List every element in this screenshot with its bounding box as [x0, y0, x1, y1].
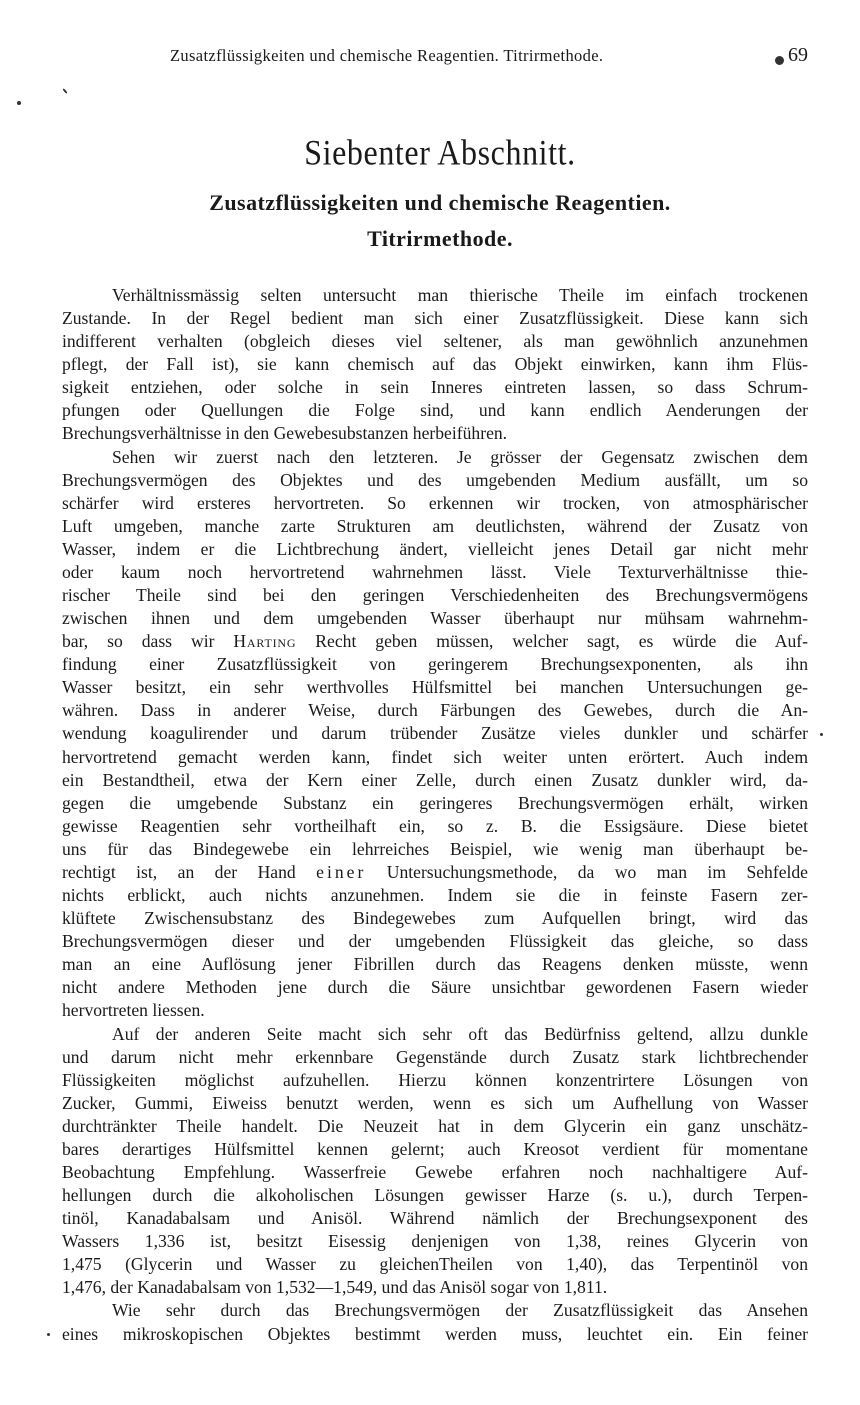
text-line: pflegt, der Fall ist), sie kann chemisch auf das Objekt einwirken, kann ihm Flüs- — [62, 354, 808, 375]
text-line: sigkeit entziehen, oder solche in sein Inneres eintreten lassen, so dass Schrum- — [62, 377, 808, 398]
ink-speck — [47, 1333, 50, 1336]
text-line: hervortretend gemacht werden kann, findet sich weiter unten erörtert. Auch indem — [62, 746, 808, 767]
ink-speck — [775, 56, 784, 65]
text-line: man an eine Auflösung jener Fibrillen durch das Reagens denken müsste, wenn — [62, 954, 808, 975]
text-line: Wie sehr durch das Brechungsvermögen der Zusatzflüssigkeit das Ansehen — [112, 1300, 808, 1321]
section-title: Siebenter Abschnitt. — [304, 132, 576, 173]
text-line: 1,476, der Kanadabalsam von 1,532—1,549, und das Anisöl sogar von 1,811. — [62, 1277, 608, 1298]
text-line: schärfer wird ersteres hervortreten. So erkennen wir trocken, von atmosphärischer — [62, 492, 808, 513]
text-line: oder kaum noch hervortretend wahrnehmen lässt. Viele Texturverhältnisse thie- — [62, 561, 808, 582]
ink-speck — [62, 88, 67, 94]
text-line: gegen die umgebende Substanz ein geringeres Brechungsvermögen erhält, wirken — [62, 792, 808, 813]
text-line: zwischen ihnen und dem umgebenden Wasser überhaupt nur mühsam wahrnehm- — [62, 608, 808, 629]
text-line: uns für das Bindegewebe ein lehrreiches Beispiel, wie wenig man überhaupt be- — [62, 838, 808, 859]
text-line: hervortreten liessen. — [62, 1000, 205, 1021]
section-subtitle-line-1: Zusatzflüssigkeiten und chemische Reagentien. — [209, 190, 671, 215]
text-fragment: bar, so dass wir — [62, 631, 234, 652]
text-line: Zucker, Gummi, Eiweiss benutzt werden, wenn es sich um Aufhellung von Wasser — [62, 1092, 808, 1113]
text-line: ein Bestandtheil, etwa der Kern einer Zelle, durch einen Zusatz dunkler wird, da- — [62, 769, 808, 790]
running-head: Zusatzflüssigkeiten und chemische Reagentien. Titrirmethode. — [170, 46, 604, 65]
text-line: wendung koagulirender und darum trübender Zusätze vieles dunkler und schärfer — [62, 723, 808, 744]
text-line: hellungen durch die alkoholischen Lösungen gewisser Harze (s. u.), durch Terpen- — [62, 1185, 808, 1206]
text-line: Beobachtung Empfehlung. Wasserfreie Gewebe erfahren noch nachhaltigere Auf- — [62, 1161, 808, 1182]
text-line: Brechungsvermögen des Objektes und des umgebenden Medium ausfällt, um so — [62, 469, 808, 490]
section-subtitle-line-2: Titrirmethode. — [367, 226, 513, 251]
text-line: klüftete Zwischensubstanz des Bindegewebes zum Aufquellen bringt, wird das — [62, 908, 808, 929]
text-line: währen. Dass in anderer Weise, durch Färbungen des Gewebes, durch die An- — [62, 700, 808, 721]
text-line: Sehen wir zuerst nach den letzteren. Je grösser der Gegensatz zwischen dem — [112, 446, 808, 467]
text-line — [62, 630, 808, 653]
text-line — [62, 861, 808, 884]
text-line: nichts erblickt, auch nichts anzunehmen. Indem sie die in feinste Fasern zer- — [62, 885, 808, 906]
text-fragment: rechtigt ist, an der Hand — [62, 861, 317, 882]
page-number: 69 — [788, 44, 808, 66]
body-text — [62, 284, 808, 1346]
text-line: Verhältnissmässig selten untersucht man thierische Theile im einfach trockenen — [112, 285, 808, 305]
text-line: Wassers 1,336 ist, besitzt Eisessig denjenigen von 1,38, reines Glycerin von — [62, 1231, 808, 1252]
text-line: findung einer Zusatzflüssigkeit von geringerem Brechungsexponenten, als ihn — [62, 654, 808, 675]
text-line: indifferent verhalten (obgleich dieses viel seltener, als man gewöhnlich anzunehmen — [62, 331, 808, 352]
text-line: bares derartiges Hülfsmittel kennen gelernt; auch Kreosot verdient für momentane — [62, 1138, 808, 1159]
text-line: und darum nicht mehr erkennbare Gegenstände durch Zusatz stark lichtbrechender — [62, 1046, 808, 1067]
text-line: Brechungsvermögen dieser und der umgebenden Flüssigkeit das gleiche, so dass — [62, 931, 808, 952]
text-line: Zustande. In der Regel bedient man sich einer Zusatzflüssigkeit. Diese kann sich — [62, 308, 808, 329]
text-line: Wasser, indem er die Lichtbrechung ändert, vielleicht jenes Detail gar nicht mehr — [62, 538, 808, 559]
text-line: Luft umgeben, manche zarte Strukturen am deutlichsten, während der Zusatz von — [62, 515, 808, 536]
emphasis-einer: einer — [316, 861, 367, 882]
text-line: Auf der anderen Seite macht sich sehr oft das Bedürfniss geltend, allzu dunkle — [112, 1023, 808, 1044]
author-name-harting: Harting — [233, 631, 297, 652]
text-line: gewisse Reagentien sehr vortheilhaft ein, so z. B. die Essigsäure. Diese bietet — [62, 815, 808, 836]
text-line: Wasser besitzt, ein sehr werthvolles Hülfsmittel bei manchen Untersuchungen ge- — [62, 677, 808, 698]
text-line: tinöl, Kanadabalsam und Anisöl. Während nämlich der Brechungsexponent des — [62, 1208, 808, 1229]
text-fragment: Untersuchungsmethode, da wo man im Sehfelde — [366, 861, 808, 882]
text-line: eines mikroskopischen Objektes bestimmt werden muss, leuchtet ein. Ein feiner — [62, 1323, 808, 1344]
text-fragment: Recht geben müssen, welcher sagt, es würde die Auf- — [296, 631, 808, 652]
text-line: 1,475 (Glycerin und Wasser zu gleichenTheilen von 1,40), das Terpentinöl von — [62, 1254, 808, 1275]
text-line: Flüssigkeiten möglichst aufzuhellen. Hierzu können konzentrirtere Lösungen von — [62, 1069, 808, 1090]
text-line: pfungen oder Quellungen die Folge sind, und kann endlich Aenderungen der — [62, 400, 808, 421]
ink-speck — [17, 101, 21, 105]
text-line: Brechungsverhältnisse in den Gewebesubstanzen herbeiführen. — [62, 423, 508, 444]
ink-speck — [820, 733, 823, 736]
text-line: rischer Theile sind bei den geringen Verschiedenheiten des Brechungsvermögens — [62, 585, 808, 606]
text-line: durchtränkter Theile handelt. Die Neuzeit hat in dem Glycerin ein ganz unschätz- — [62, 1115, 808, 1136]
text-line: nicht andere Methoden jene durch die Säure unsichtbar gewordenen Fasern wieder — [62, 977, 808, 998]
